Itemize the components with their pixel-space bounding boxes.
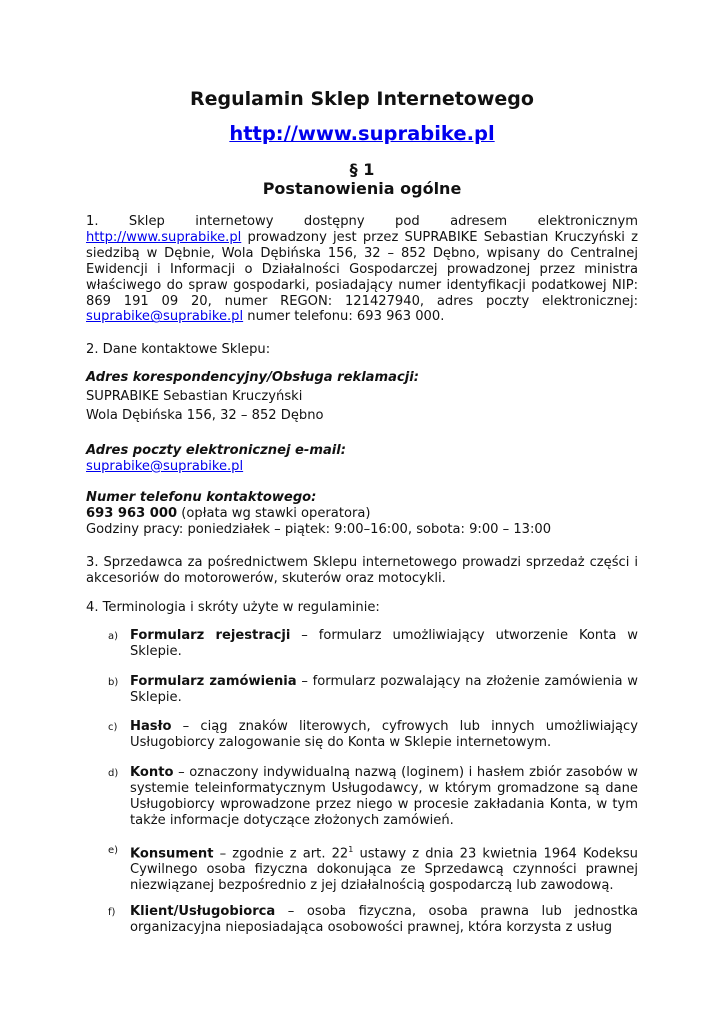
term-name: Formularz zamówienia xyxy=(130,674,297,689)
list-marker: d) xyxy=(108,768,119,779)
section-number: § 1 xyxy=(349,160,375,179)
term-name: Formularz rejestracji xyxy=(130,628,291,643)
address-label: Adres korespondencyjny/Obsługa reklamacji: xyxy=(86,370,419,385)
working-hours: Godziny pracy: poniedziałek – piątek: 9:00–16:00, sobota: 9:00 – 13:00 xyxy=(86,521,552,537)
term-name: Hasło xyxy=(130,719,172,734)
list-marker: b) xyxy=(108,677,119,688)
paragraph-1-text-a: 1. Sklep internetowy dostępny pod adresem elektronicznym xyxy=(86,214,638,229)
term-item xyxy=(86,719,638,751)
phone-number: 693 963 000 xyxy=(86,505,178,521)
email-label: Adres poczty elektronicznej e-mail: xyxy=(86,443,347,458)
phone-section xyxy=(86,490,638,538)
term-definition-cont: ustawy z dnia 23 kwietnia 1964 Kodeksu Cywilnego osoba fizyczna dokonująca ze Sprzedawcą czynności prawnej niezwiązanej bezpośrednio z jej działalnością gospodarczą lub zawodową. xyxy=(130,846,638,894)
term-definition: – osoba fizyczna, osoba prawna lub jednostka organizacyjna nieposiadająca osobowości prawnej, która korzysta z usług xyxy=(130,904,638,935)
list-marker: f) xyxy=(108,907,116,918)
document-title: Regulamin Sklep Internetowego xyxy=(190,88,534,110)
term-definition: – formularz pozwalający na złożenie zamówienia w Sklepie. xyxy=(130,674,639,705)
section-title: Postanowienia ogólne xyxy=(262,179,462,198)
list-marker: a) xyxy=(108,631,119,642)
paragraph-1 xyxy=(86,214,638,325)
list-marker: e) xyxy=(108,845,119,856)
term-item xyxy=(86,765,638,829)
paragraph-1-text-c: numer telefonu: 693 963 000. xyxy=(243,309,445,325)
phone-label: Numer telefonu kontaktowego: xyxy=(86,490,317,505)
article-superscript: 1 xyxy=(348,845,354,854)
shop-email-link[interactable]: suprabike@suprabike.pl xyxy=(86,309,244,325)
shop-url-inline-link[interactable]: http://www.suprabike.pl xyxy=(86,229,242,245)
term-item xyxy=(86,674,638,706)
term-definition: – oznaczony indywidualną nazwą (loginem) i hasłem zbiór zasobów w systemie teleinformatycznym Usługodawcy, w którym gromadzone są dane Usługobiorcy wprowadzone przez niego w procesie zakładania Konta, w tym także informacje dotyczące złożonych zamówień. xyxy=(130,765,638,828)
paragraph-3: 3. Sprzedawca za pośrednictwem Sklepu internetowego prowadzi sprzedaż części i akcesoriów do motorowerów, skuterów oraz motocykli. xyxy=(86,555,638,586)
paragraph-1-text-b: prowadzony jest przez SUPRABIKE Sebastian Kruczyński z siedzibą w Dębnie, Wola Dębińska 156, 32 – 852 Dębno, wpisany do Centralnej Ewidencji i Informacji o Działalności Gospodarczej prowadzonej przez ministra właściwego do spraw gospodarki, posiadający numer identyfikacji podatkowej NIP: 869 191 09 20, numer REGON: 121427940, adres poczty elektronicznej: xyxy=(86,229,638,309)
term-name: Konto xyxy=(130,765,174,780)
phone-line xyxy=(86,506,638,522)
list-marker: c) xyxy=(108,722,118,733)
term-definition: – ciąg znaków literowych, cyfrowych lub innych umożliwiający Usługobiorcy zalogowanie się do Konta w Sklepie internetowym. xyxy=(130,719,638,750)
term-name: Konsument xyxy=(130,846,214,862)
term-name: Klient/Usługobiorca xyxy=(130,904,276,919)
paragraph-4: 4. Terminologia i skróty użyte w regulaminie: xyxy=(86,600,380,615)
phone-note: (opłata wg stawki operatora) xyxy=(177,505,371,521)
term-definition: – formularz umożliwiający utworzenie Konta w Sklepie. xyxy=(130,628,638,659)
email-section xyxy=(86,443,638,475)
contact-email-link[interactable]: suprabike@suprabike.pl xyxy=(86,458,244,474)
address-section xyxy=(86,370,638,424)
term-item xyxy=(86,842,638,894)
address-line-1: SUPRABIKE Sebastian Kruczyński xyxy=(86,388,303,404)
term-item xyxy=(86,628,638,660)
paragraph-2: 2. Dane kontaktowe Sklepu: xyxy=(86,342,271,357)
address-line-2: Wola Dębińska 156, 32 – 852 Dębno xyxy=(86,407,324,423)
term-item xyxy=(86,904,638,936)
shop-url-link[interactable]: http://www.suprabike.pl xyxy=(229,122,495,145)
term-definition: – zgodnie z art. 22 xyxy=(213,846,349,862)
